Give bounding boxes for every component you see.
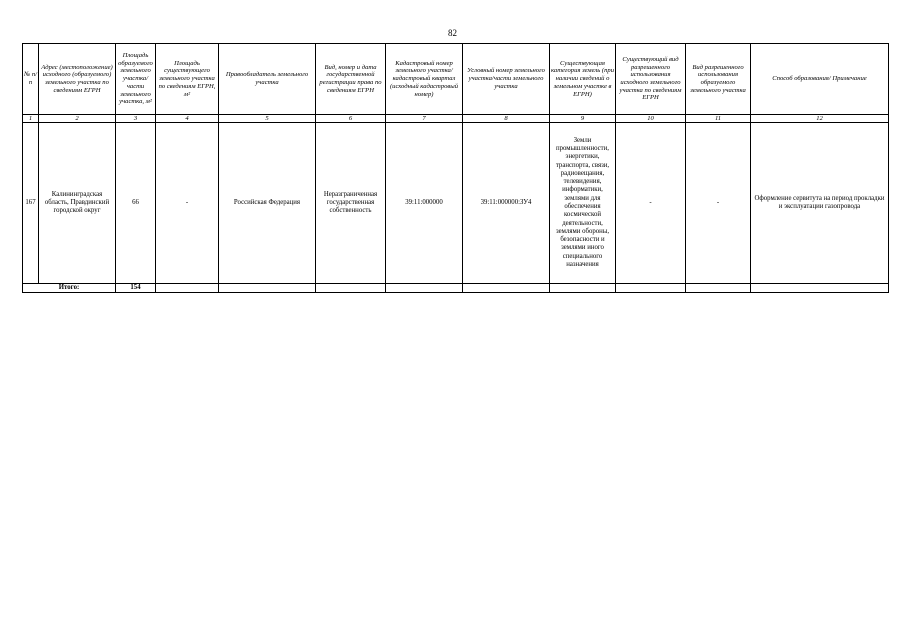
- total-empty: [686, 284, 751, 293]
- total-empty: [550, 284, 616, 293]
- total-empty: [156, 284, 219, 293]
- total-empty: [316, 284, 386, 293]
- row-conditional: 39:11:000000:ЗУ4: [463, 123, 550, 284]
- header-cell-area-new: Площадь образуемого земельного участка/ части земельного участка, м²: [116, 44, 156, 115]
- header-cell-new-use: Вид разрешенного использования образуемого земельного участка: [686, 44, 751, 115]
- row-right: Неразграниченная государственная собственность: [316, 123, 386, 284]
- header-cell-owner: Правообладатель земельного участка: [219, 44, 316, 115]
- header-cell-cadastral: Кадастровый номер земельного участка/ кадастровый квартал (исходный кадастровый номер): [386, 44, 463, 115]
- column-number: 4: [156, 115, 219, 123]
- column-number: 3: [116, 115, 156, 123]
- row-cadastral: 39:11:000000: [386, 123, 463, 284]
- column-number: 10: [616, 115, 686, 123]
- column-number: 9: [550, 115, 616, 123]
- row-num: 167: [23, 123, 39, 284]
- column-number-row: [23, 115, 889, 123]
- row-category: Земли промышленности, энергетики, транспорта, связи, радиовещания, телевидения, информатики, землями для обеспечения космической деятельности, землями обороны, безопасности и землями иного специального назначения: [550, 123, 616, 284]
- total-empty: [386, 284, 463, 293]
- header-cell-existing-use: Существующий вид разрешенного использования исходного земельного участка по сведениям ЕГРН: [616, 44, 686, 115]
- table-row: [23, 123, 889, 284]
- total-empty: [751, 284, 889, 293]
- page-number: 82: [448, 28, 457, 38]
- header-row: [23, 44, 889, 115]
- total-empty: [463, 284, 550, 293]
- header-cell-conditional: Условный номер земельного участка/части земельного участка: [463, 44, 550, 115]
- column-number: 1: [23, 115, 39, 123]
- total-empty: [219, 284, 316, 293]
- column-number: 2: [39, 115, 116, 123]
- land-plots-table: [22, 43, 889, 293]
- header-cell-address: Адрес (местоположение) исходного (образуемого) земельного участка по сведениям ЕГРН: [39, 44, 116, 115]
- total-label: Итого:: [23, 284, 116, 293]
- column-number: 7: [386, 115, 463, 123]
- column-number: 8: [463, 115, 550, 123]
- total-value: 154: [116, 284, 156, 293]
- row-existing-use: -: [616, 123, 686, 284]
- column-number: 11: [686, 115, 751, 123]
- column-number: 6: [316, 115, 386, 123]
- header-cell-right: Вид, номер и дата государственной регистрации права по сведениям ЕГРН: [316, 44, 386, 115]
- row-note: Оформление сервитута на период прокладки и эксплуатации газопровода: [751, 123, 889, 284]
- column-number: 12: [751, 115, 889, 123]
- header-cell-area-existing: Площадь существующего земельного участка по сведениям ЕГРН, м²: [156, 44, 219, 115]
- header-cell-num: № п/п: [23, 44, 39, 115]
- header-cell-category: Существующая категория земель (при наличии сведений о земельном участке в ЕГРН): [550, 44, 616, 115]
- row-owner: Российская Федерация: [219, 123, 316, 284]
- total-row: [23, 284, 889, 293]
- row-new-use: -: [686, 123, 751, 284]
- header-cell-note: Способ образования/ Примечание: [751, 44, 889, 115]
- total-empty: [616, 284, 686, 293]
- row-area-existing: -: [156, 123, 219, 284]
- column-number: 5: [219, 115, 316, 123]
- row-area-new: 66: [116, 123, 156, 284]
- row-address: Калининградская область, Правдинский городской округ: [39, 123, 116, 284]
